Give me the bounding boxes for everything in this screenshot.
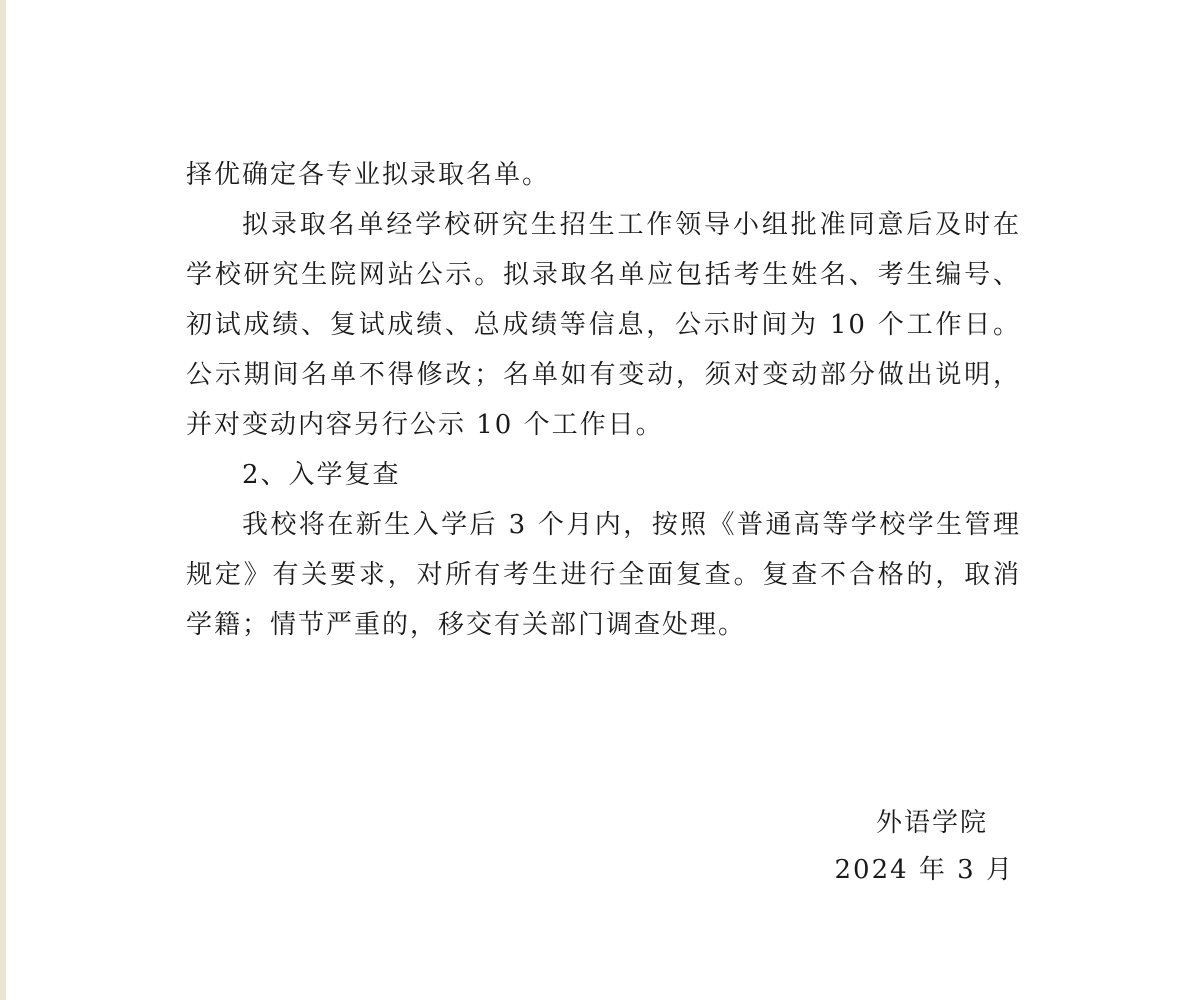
signature-block	[834, 800, 1014, 894]
paragraph-enrollment-review: 我校将在新生入学后 3 个月内，按照《普通高等学校学生管理规定》有关要求，对所有考生进行全面复查。复查不合格的，取消学籍；情节严重的，移交有关部门调查处理。	[186, 510, 1021, 640]
document-page	[6, 0, 1194, 1000]
paragraph-admission-list-publicity: 拟录取名单经学校研究生招生工作领导小组批准同意后及时在学校研究生院网站公示。拟录取名单应包括考生姓名、考生编号、初试成绩、复试成绩、总成绩等信息，公示时间为 10 个工作日。公示期间名单不得修改；名单如有变动，须对变动部分做出说明，并对变动内容另行公示 10 个工作日。	[186, 210, 1021, 440]
section-heading-enrollment-review: 2、入学复查	[242, 460, 401, 490]
signature-organization: 外语学院	[875, 808, 988, 838]
document-body	[186, 150, 1021, 650]
signature-date: 2024 年 3 月	[834, 855, 1014, 885]
paragraph-continuation: 择优确定各专业拟录取名单。	[186, 160, 551, 190]
